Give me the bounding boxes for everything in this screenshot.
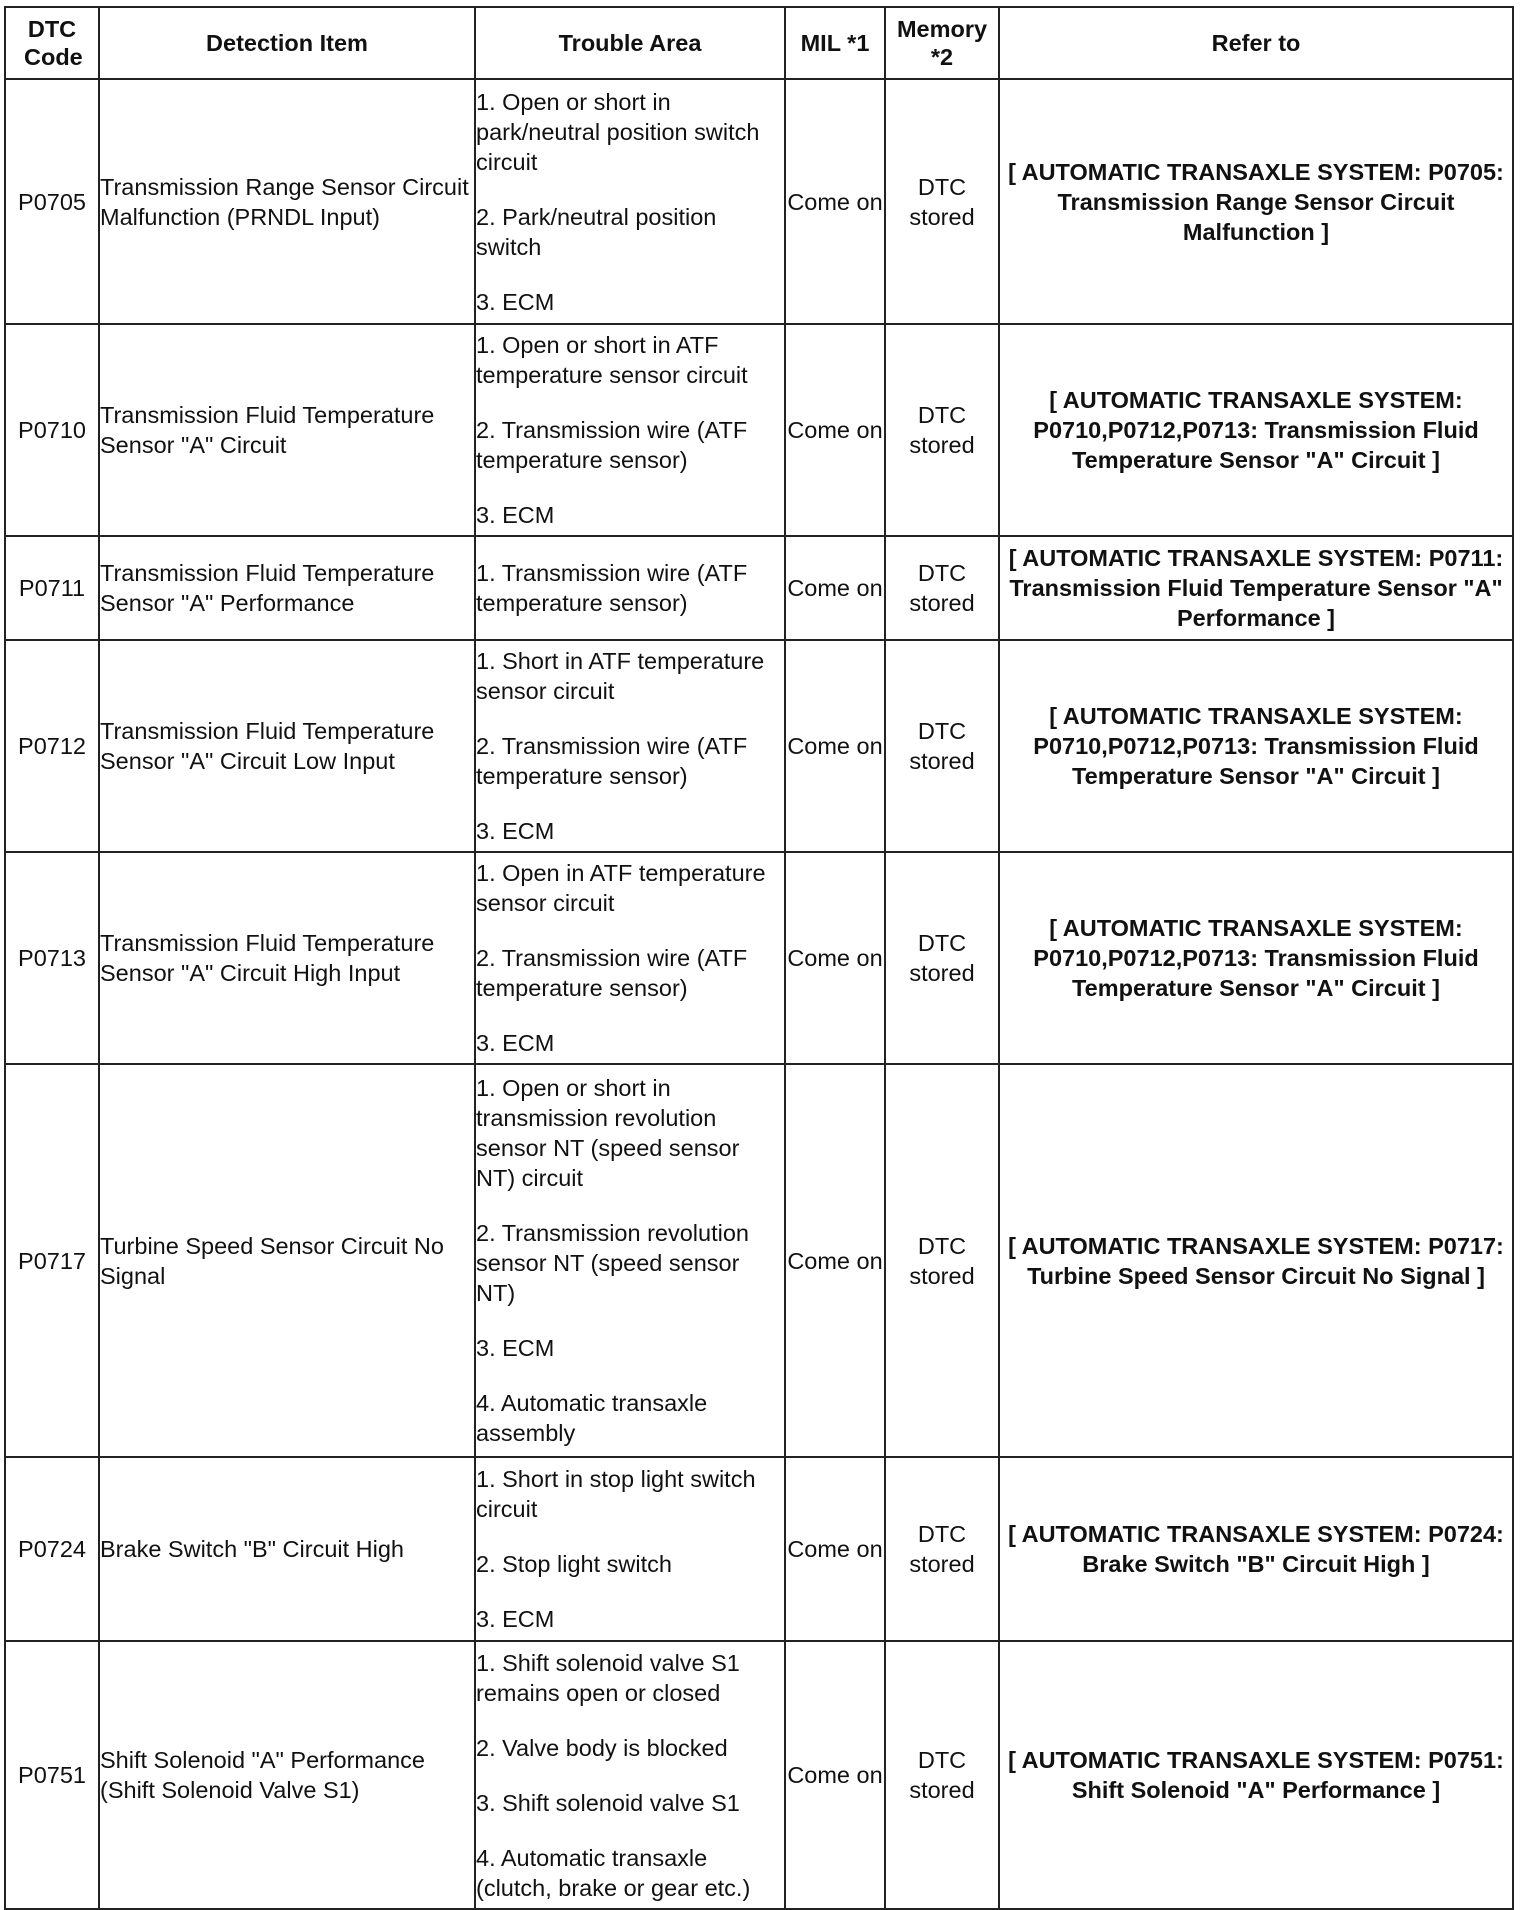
- header-detection-item: Detection Item: [99, 7, 475, 79]
- trouble-area-cell: [475, 1064, 785, 1457]
- dtc-code-cell: P0712: [5, 640, 99, 852]
- refer-to-cell: [ AUTOMATIC TRANSAXLE SYSTEM: P0710,P0712,P0713: Transmission Fluid Temperature Sensor "A" Circuit ]: [999, 852, 1513, 1064]
- detection-item-cell: Transmission Fluid Temperature Sensor "A" Circuit: [99, 324, 475, 536]
- table-row: [5, 324, 1513, 536]
- detection-item-cell: Brake Switch "B" Circuit High: [99, 1457, 475, 1641]
- trouble-area-item: 1. Open or short in transmission revolution sensor NT (speed sensor NT) circuit: [476, 1075, 740, 1191]
- trouble-area-item: 2. Transmission revolution sensor NT (speed sensor NT): [476, 1220, 749, 1306]
- trouble-area-cell: [475, 324, 785, 536]
- refer-to-cell: [ AUTOMATIC TRANSAXLE SYSTEM: P0710,P0712,P0713: Transmission Fluid Temperature Sensor "A" Circuit ]: [999, 324, 1513, 536]
- trouble-area-item: 3. ECM: [476, 818, 555, 844]
- trouble-area-item: 2. Transmission wire (ATF temperature sensor): [476, 945, 748, 1001]
- detection-item-cell: Transmission Fluid Temperature Sensor "A" Performance: [99, 536, 475, 640]
- header-trouble-area: Trouble Area: [475, 7, 785, 79]
- dtc-code-cell: P0724: [5, 1457, 99, 1641]
- dtc-code-cell: P0710: [5, 324, 99, 536]
- table-row: [5, 1064, 1513, 1457]
- trouble-area-item: 2. Transmission wire (ATF temperature sensor): [476, 417, 748, 473]
- trouble-area-item: 4. Automatic transaxle (clutch, brake or gear etc.): [476, 1844, 751, 1901]
- refer-to-cell: [ AUTOMATIC TRANSAXLE SYSTEM: P0724: Brake Switch "B" Circuit High ]: [999, 1457, 1513, 1641]
- trouble-area-item: 1. Transmission wire (ATF temperature sensor): [476, 560, 748, 616]
- memory-cell: DTC stored: [885, 640, 999, 852]
- dtc-code-cell: P0751: [5, 1641, 99, 1909]
- detection-item-cell: Transmission Range Sensor Circuit Malfunction (PRNDL Input): [99, 79, 475, 324]
- trouble-area-item: 3. ECM: [476, 288, 555, 315]
- table-row: [5, 536, 1513, 640]
- dtc-code-cell: P0705: [5, 79, 99, 324]
- refer-to-cell: [ AUTOMATIC TRANSAXLE SYSTEM: P0705: Transmission Range Sensor Circuit Malfunction ]: [999, 79, 1513, 324]
- trouble-area-item: 1. Open or short in park/neutral position switch circuit: [476, 88, 760, 175]
- mil-cell: Come on: [785, 1064, 885, 1457]
- dtc-code-cell: P0711: [5, 536, 99, 640]
- trouble-area-item: 3. Shift solenoid valve S1: [476, 1789, 740, 1816]
- mil-cell: Come on: [785, 852, 885, 1064]
- trouble-area-cell: [475, 1457, 785, 1641]
- detection-item-cell: Transmission Fluid Temperature Sensor "A" Circuit Low Input: [99, 640, 475, 852]
- trouble-area-cell: [475, 79, 785, 324]
- trouble-area-item: 3. ECM: [476, 502, 555, 528]
- trouble-area-cell: [475, 852, 785, 1064]
- table-header-row: [5, 7, 1513, 79]
- header-dtc-code: DTC Code: [5, 7, 99, 79]
- refer-to-cell: [ AUTOMATIC TRANSAXLE SYSTEM: P0711: Transmission Fluid Temperature Sensor "A" Performance ]: [999, 536, 1513, 640]
- trouble-area-item: 1. Open in ATF temperature sensor circuit: [476, 860, 766, 916]
- dtc-table-container: [4, 6, 1512, 1910]
- detection-item-cell: Shift Solenoid "A" Performance (Shift Solenoid Valve S1): [99, 1641, 475, 1909]
- trouble-area-item: 3. ECM: [476, 1606, 555, 1632]
- mil-cell: Come on: [785, 1641, 885, 1909]
- dtc-table: [4, 6, 1514, 1910]
- dtc-table-body: [5, 79, 1513, 1909]
- trouble-area-item: 3. ECM: [476, 1030, 555, 1056]
- trouble-area-cell: [475, 1641, 785, 1909]
- refer-to-cell: [ AUTOMATIC TRANSAXLE SYSTEM: P0710,P0712,P0713: Transmission Fluid Temperature Sensor "A" Circuit ]: [999, 640, 1513, 852]
- table-row: [5, 640, 1513, 852]
- refer-to-cell: [ AUTOMATIC TRANSAXLE SYSTEM: P0717: Turbine Speed Sensor Circuit No Signal ]: [999, 1064, 1513, 1457]
- trouble-area-item: 1. Short in ATF temperature sensor circuit: [476, 648, 765, 704]
- refer-to-cell: [ AUTOMATIC TRANSAXLE SYSTEM: P0751: Shift Solenoid "A" Performance ]: [999, 1641, 1513, 1909]
- header-mil: MIL *1: [785, 7, 885, 79]
- trouble-area-item: 2. Park/neutral position switch: [476, 203, 717, 260]
- memory-cell: DTC stored: [885, 852, 999, 1064]
- memory-cell: DTC stored: [885, 79, 999, 324]
- detection-item-cell: Turbine Speed Sensor Circuit No Signal: [99, 1064, 475, 1457]
- trouble-area-item: 2. Transmission wire (ATF temperature sensor): [476, 733, 748, 789]
- memory-cell: DTC stored: [885, 536, 999, 640]
- trouble-area-cell: [475, 640, 785, 852]
- trouble-area-cell: [475, 536, 785, 640]
- header-memory: Memory *2: [885, 7, 999, 79]
- memory-cell: DTC stored: [885, 1641, 999, 1909]
- mil-cell: Come on: [785, 640, 885, 852]
- detection-item-cell: Transmission Fluid Temperature Sensor "A" Circuit High Input: [99, 852, 475, 1064]
- trouble-area-item: 2. Stop light switch: [476, 1551, 672, 1577]
- table-row: [5, 1641, 1513, 1909]
- table-row: [5, 852, 1513, 1064]
- mil-cell: Come on: [785, 1457, 885, 1641]
- mil-cell: Come on: [785, 536, 885, 640]
- table-row: [5, 79, 1513, 324]
- trouble-area-item: 1. Open or short in ATF temperature sensor circuit: [476, 332, 748, 388]
- mil-cell: Come on: [785, 324, 885, 536]
- mil-cell: Come on: [785, 79, 885, 324]
- memory-cell: DTC stored: [885, 324, 999, 536]
- trouble-area-item: 4. Automatic transaxle assembly: [476, 1390, 708, 1446]
- memory-cell: DTC stored: [885, 1457, 999, 1641]
- trouble-area-item: 3. ECM: [476, 1335, 555, 1361]
- table-row: [5, 1457, 1513, 1641]
- dtc-code-cell: P0713: [5, 852, 99, 1064]
- trouble-area-item: 1. Shift solenoid valve S1 remains open or closed: [476, 1649, 740, 1706]
- trouble-area-item: 1. Short in stop light switch circuit: [476, 1466, 756, 1522]
- memory-cell: DTC stored: [885, 1064, 999, 1457]
- header-refer-to: Refer to: [999, 7, 1513, 79]
- dtc-code-cell: P0717: [5, 1064, 99, 1457]
- trouble-area-item: 2. Valve body is blocked: [476, 1734, 728, 1761]
